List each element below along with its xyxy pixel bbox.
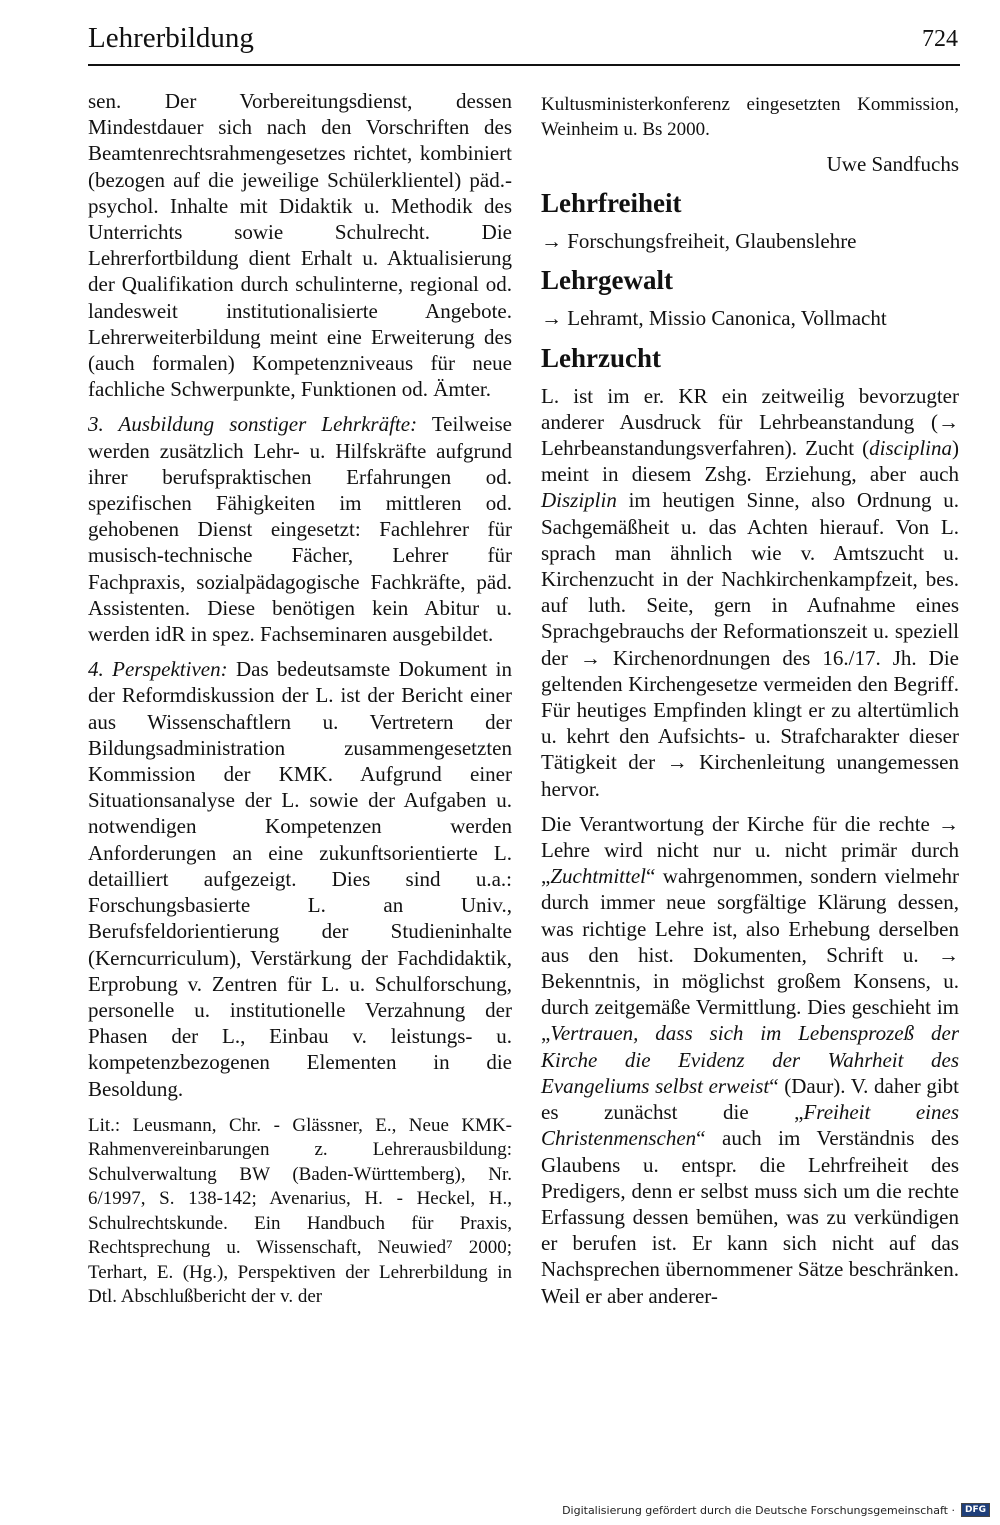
italic-quote: Freiheit eines Christenmenschen bbox=[541, 1100, 959, 1151]
right-column bbox=[541, 92, 959, 1318]
literature-continuation: Kultusministerkonferenz eingesetzten Kommission, Weinheim u. Bs 2000. bbox=[541, 94, 959, 140]
section-3-heading: 3. Ausbildung sonstiger Lehrkräfte: bbox=[88, 412, 418, 437]
left-column bbox=[88, 88, 512, 1319]
paragraph-continuation: sen. Der Vorbereitungsdienst, dessen Mindestdauer sich nach den Vorschriften des Beamtenrechtsrahmengesetzes richtet, kombiniert (bezogen auf die jeweilige Schülerklientel) päd.-psychol. Inhalte mit Didaktik u. Methodik des Unterrichts sowie Schulrecht. Die Lehrerfortbildung dient Erhalt u. Aktualisierung der Qualifikation durch schulinterne, regional od. landesweit institutionalisierte Angebote. Lehrerweiterbildung meint eine Erweiterung des (auch formalen) Kompetenzniveaus für neue fachliche Schwerpunkte, Funktionen od. Ämter. bbox=[88, 89, 512, 402]
paragraph-section-3 bbox=[88, 411, 512, 647]
text-run: Die Verantwortung der Kirche für die rechte → Lehre wird nicht nur u. nicht primär durch „ bbox=[541, 811, 959, 889]
literature-list: Lit.: Leusmann, Chr. - Glässner, E., Neue KMK-Rahmenvereinbarungen z. Lehrerausbildung: Schulverwaltung BW (Baden-Württemberg), Nr. 6/1997, S. 138-142; Avenarius, H. - Heckel, H., Schulrechtskunde. Ein Handbuch für Praxis, Rechtsprechung u. Wissenschaft, Neuwied⁷ 2000; Terhart, E. (Hg.), Perspektiven der Lehrerbildung in Dtl. Abschlußbericht der v. der bbox=[88, 1114, 512, 1308]
text-run: “ wahrgenommen, sondern vielmehr durch immer neue sorgfältige Klärung dessen, was richtige Lehre ist, also Erhebung derselben aus den hist. Dokumenten, Schrift u. → Bekenntnis, in möglichst großem Konsens, u. durch zeitgemäße Vermittlung. Dies geschieht im „ bbox=[541, 864, 959, 1046]
lehrzucht-paragraph-1 bbox=[541, 383, 959, 802]
text-run: ) meint in diesem Zshg. Erziehung, aber auch bbox=[541, 436, 959, 487]
entry-title-lehrfreiheit: Lehrfreiheit bbox=[541, 188, 682, 219]
entry-title-lehrzucht: Lehrzucht bbox=[541, 342, 661, 373]
text-run: L. ist im er. KR ein zeitweilig bevorzugter anderer Ausdruck für Lehrbeanstandung (→ Lehrbeanstandungsverfahren). Zucht ( bbox=[541, 383, 959, 461]
lehrzucht-paragraph-2 bbox=[541, 811, 959, 1309]
section-4-heading: 4. Perspektiven: bbox=[88, 657, 228, 682]
section-4-text: Das bedeutsamste Dokument in der Reformdiskussion der L. ist der Bericht einer aus Wissenschaftlern u. Vertretern der Bildungsadministration zusammengesetzten Kommission der KMK. Aufgrund einer Situationsanalyse der L. sowie der Aufgaben u. notwendigen Kompetenzen werden Anforderungen an eine zukunftsorientierte L. detailliert aufgezeigt. Dies sind u.a.: Forschungsbasierte L. an Univ., Berufsfeldorientierung der Studieninhalte (Kerncurriculum), Verstärkung der Fachdidaktik, Erprobung v. Zentren für L. u. Schulforschung, personelle u. institutionelle Verzahnung der Phasen der L., Einbau v. leistungs- u. kompetenzbezogenen Elementen in die Besoldung. bbox=[88, 657, 512, 1101]
digitization-footer bbox=[562, 1503, 990, 1517]
italic-quote: Vertrauen, dass sich im Lebensprozeß der Kirche die Evidenz der Wahrheit des Evangeliums selbst erweist bbox=[541, 1021, 959, 1098]
italic-term: disciplina bbox=[869, 436, 952, 461]
text-run: “ auch im Verständnis des Glaubens u. entspr. die Lehrfreiheit des Predigers, denn er selbst muss sich um die rechte Erfassung dessen bemühen, was zu verkündigen er berufen ist. Er kann sich nicht auf das Nachsprechen übernommener Sätze beschränken. Weil er aber anderer- bbox=[541, 1126, 959, 1308]
italic-term: Zuchtmittel bbox=[550, 864, 646, 889]
paragraph-section-4 bbox=[88, 656, 512, 1101]
cross-reference-lehrfreiheit: → Forschungsfreiheit, Glaubenslehre bbox=[541, 229, 857, 254]
italic-term: Disziplin bbox=[541, 488, 617, 513]
entry-title-lehrgewalt: Lehrgewalt bbox=[541, 265, 673, 296]
running-header bbox=[88, 20, 960, 64]
footer-text: Digitalisierung gefördert durch die Deutsche Forschungsgemeinschaft · bbox=[562, 1503, 955, 1517]
running-head-title: Lehrerbildung bbox=[88, 22, 254, 54]
dfg-logo: DFG bbox=[961, 1503, 990, 1517]
header-rule bbox=[88, 64, 960, 66]
page-number: 724 bbox=[922, 26, 958, 52]
author-signature: Uwe Sandfuchs bbox=[826, 152, 959, 176]
cross-reference-lehrgewalt: → Lehramt, Missio Canonica, Vollmacht bbox=[541, 306, 887, 331]
section-3-text: Teilweise werden zusätzlich Lehr- u. Hilfskräfte aufgrund ihrer berufspraktischen Erfahrungen od. spezifischen Fähigkeiten im mittleren od. gehobenen Dienst eingesetzt: Fachlehrer für musisch-technische Fächer, Lehrer für Fachpraxis, sozialpädagogische Fachkräfte, päd. Assistenten. Diese benötigen kein Abitur u. werden idR in spez. Fachseminaren ausgebildet. bbox=[88, 412, 512, 647]
text-run: im heutigen Sinne, also Ordnung u. Sachgemäßheit u. das Achten hierauf. Von L. sprach man ähnlich wie v. Amtszucht u. Kirchenzucht in der Nachkirchenkampfzeit, bes. auf luth. Seite, gern in Aufnahme eines Sprachgebrauchs der Reformationszeit u. speziell der → Kirchenordnungen des 16./17. Jh. Die geltenden Kirchengesetze vermeiden den Begriff. Für heutiges Empfinden klingt er zu altertümlich u. kehrt den Aufsichts- u. Strafcharakter dieser Tätigkeit der → Kirchenleitung unangemessen hervor. bbox=[541, 488, 959, 801]
text-run: “ (Daur). V. daher gibt es zunächst die „ bbox=[541, 1073, 959, 1125]
